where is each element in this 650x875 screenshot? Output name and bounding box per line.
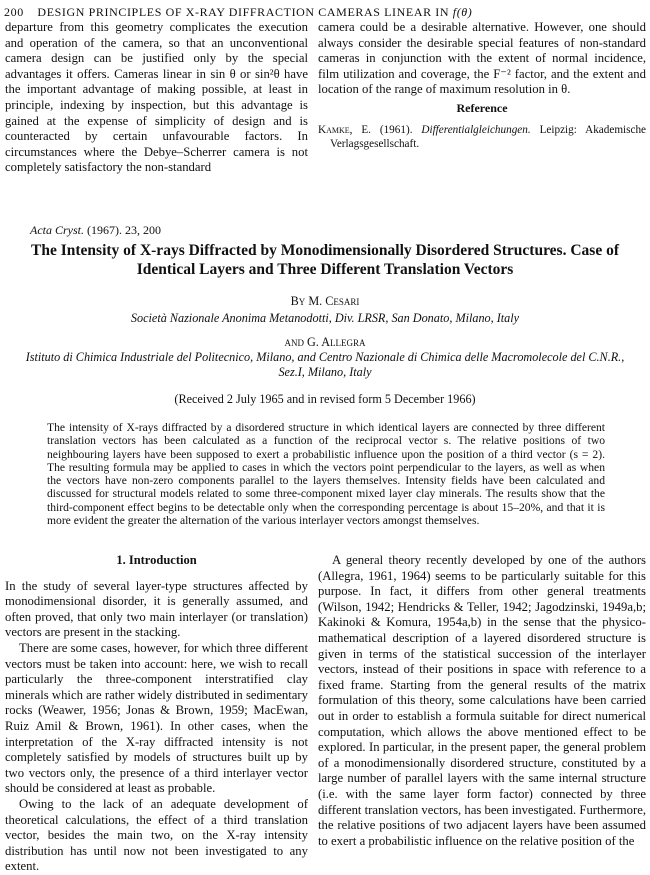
- reference-item: [318, 123, 646, 151]
- intro-paragraph-1: In the study of several layer-type structures affected by monodimensional disorder, it is generally assumed, and often proved, that only two main interlayer (or translation) vectors are present in the stacking.: [5, 578, 308, 640]
- prev-article-left-text: departure from this geometry complicates the execution and operation of the camera, so that an unconventional camera design can be justified only by the special advantages it offers. Cameras linear in sin θ or sin²θ have the important advantage of making possible, at least in principle, indexing by inspection, but this advantage is gained at the expense of simplicity of design and is counteracted by certain unfavourable factors. In circumstances where the Debye–Scherrer camera is not completely satisfactory the non-standard: [5, 20, 308, 175]
- intro-left-column: [5, 553, 308, 875]
- citation-journal: Acta Cryst.: [30, 223, 84, 237]
- affiliation-2: Istituto di Chimica Industriale del Politecnico, Milano, and Centro Nazionale di Chimica delle Macromolecole del C.N.R., Sez.I, Milano, Italy: [25, 350, 625, 379]
- author-2: G. Allegra: [307, 335, 366, 349]
- prev-article-right-text: camera could be a desirable alternative. However, one should always consider the desirable special features of non-standard cameras in conjunction with the extent of normal incidence, film utilization and coverage, the F⁻² factor, and the extent and location of the range of maximum resolution in θ.: [318, 20, 646, 97]
- running-head-function: f(θ): [452, 5, 473, 19]
- article-citation: [30, 223, 161, 238]
- running-head-title: DESIGN PRINCIPLES OF X-RAY DIFFRACTION CAMERAS LINEAR IN: [37, 5, 450, 19]
- running-head: [4, 5, 644, 20]
- abstract: The intensity of X-rays diffracted by a disordered structure in which identical layers are connected by three different translation vectors has been calculated as a function of the reciprocal vector s. The relative positions of two neighbouring layers have been supposed to exert a probabilistic influence upon the position of a third vector (s = 2). The resulting formula may be applied to cases in which the vectors point perpendicular to the layers, as well as when the vectors have non-zero components parallel to the layers themselves. Intensity fields have been calculated and discussed for structural models related to some three-component mixed layer clay minerals. The results show that the third-component effect begins to be detectable only when the corresponding percentage is about 15–20%, and that it is more evident the greater the alternation of the various interlayer vectors amongst themselves.: [47, 421, 605, 528]
- section-heading: 1. Introduction: [116, 553, 197, 567]
- reference-author: Kamke, E. (1961).: [318, 123, 413, 136]
- received-dates: (Received 2 July 1965 and in revised form 5 December 1966): [174, 392, 476, 406]
- reference-title: Differentialgleichungen.: [421, 123, 531, 136]
- reference-heading: Reference: [456, 100, 508, 115]
- prev-article-right-column: [318, 20, 646, 151]
- affiliation-1: Società Nazionale Anonima Metanodotti, Div. LRSR, San Donato, Milano, Italy: [130, 311, 520, 325]
- intro-right-column: [318, 553, 646, 849]
- intro-paragraph-4: A general theory recently developed by one of the authors (Allegra, 1961, 1964) seems to be particularly suitable for this purpose. In fact, it differs from other general treatments (Wilson, 1942; Hendricks & Teller, 1942; Jagodzinski, 1949a,b; Kakinoki & Komura, 1954a,b) in the sense that the physico-mathematical description of a layered disordered structure is given in terms of the statistical succession of the interlayer vectors, instead of their positions in space with reference to a fixed frame. Starting from the general results of the matrix formulation of this theory, some calculations have been carried out in order to establish a formula suitable for direct numerical computation, which allows the above mentioned effect to be explored. In particular, in the present paper, the general problem of a monodimensionally disordered structure, constituted by a large number of parallel layers with the same internal structure (i.e. with the same layer form factor) connected by three different translation vectors, has been investigated. Furthermore, the relative positions of two adjacent layers have been assumed to exert a probabilistic influence on the relative position of the: [318, 553, 646, 848]
- reference-publisher: Leipzig: Akademische Verlagsgesellschaft.: [330, 123, 647, 150]
- byline-author-1: By M. Cesari: [290, 294, 360, 308]
- author-1: M. Cesari: [308, 294, 360, 308]
- article-title: The Intensity of X-rays Diffracted by Monodimensionally Disordered Structures. Case of Identical Layers and Three Different Translation Vectors: [31, 242, 619, 278]
- intro-paragraph-3: Owing to the lack of an adequate development of theoretical calculations, the effect of a third translation vector, besides the main two, on the X-ray intensity distribution has until now not been investigated to any extent.: [5, 796, 308, 874]
- byline-author-2: and G. Allegra: [284, 335, 366, 349]
- prev-article-left-column: [5, 20, 308, 176]
- page-number: 200: [4, 5, 24, 19]
- intro-paragraph-2: There are some cases, however, for which three different vectors must be taken into account: here, we wish to recall particularly the three-component interstratified clay minerals which are rather widely distributed in sedimentary rocks (Weawer, 1956; Jonas & Brown, 1959; MacEwan, Ruiz Amil & Brown, 1961). In other cases, when the interpretation of the X-ray diffracted intensity is not completely satisfied by models of structures built up by two vectors only, the presence of a third interlayer vector should be considered at least as probable.: [5, 640, 308, 796]
- citation-details: (1967). 23, 200: [87, 223, 161, 237]
